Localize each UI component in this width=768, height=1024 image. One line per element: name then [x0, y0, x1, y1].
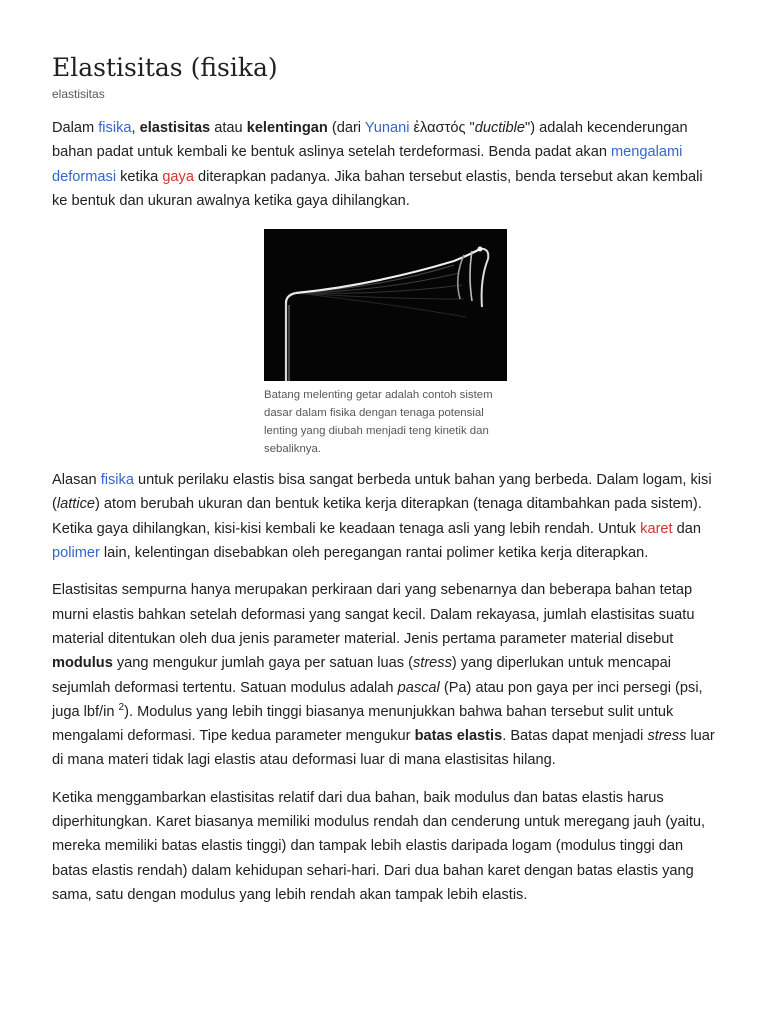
term-batas-elastis: batas elastis	[414, 728, 503, 745]
term-elastisitas: elastisitas	[139, 120, 211, 136]
text-run: (dari	[327, 120, 365, 136]
text-run: Dalam	[52, 120, 99, 136]
text-run: luar di mana materi tidak lagi elastis atau deformasi luar di mana elastisitas hilang.	[52, 728, 715, 769]
link-gaya[interactable]: gaya	[162, 168, 194, 185]
text-run: ) yang diperlukan untuk mencapai sejumlah deformasi tertentu. Satuan modulus adalah	[52, 655, 671, 696]
link-fisika-2[interactable]: fisika	[100, 472, 134, 489]
figure	[264, 229, 507, 458]
text-run: diterapkan padanya. Jika bahan tersebut elastis, benda tersebut akan kembali ke bentuk dan ukuran awalnya ketika gaya dihilangkan.	[52, 168, 703, 209]
text-run: ketika	[116, 168, 163, 185]
term-pascal: pascal	[397, 679, 440, 696]
text-run: ) atom berubah ukuran dan bentuk ketika kerja diterapkan (tenaga ditambahkan pada sistem). Ketika gaya dihilangkan, kisi-kisi kembali ke keadaan tenaga asli yang lebih rendah. Untuk	[52, 496, 702, 537]
text-run: ,	[131, 120, 140, 136]
paragraph-intro	[52, 116, 720, 213]
text-run: ). Modulus yang lebih tinggi biasanya menunjukkan bahwa bahan tersebut sulit untuk mengalami deformasi. Tipe kedua parameter mengukur	[52, 703, 674, 745]
text-run: dan	[672, 520, 702, 537]
page-title: Elastisitas (fisika)	[52, 53, 278, 82]
article	[52, 52, 720, 907]
text-run: atau	[210, 120, 247, 136]
link-fisika[interactable]: fisika	[98, 120, 132, 136]
vibrating-rod-image[interactable]	[264, 229, 507, 381]
paragraph-sempurna	[52, 578, 720, 772]
term-lattice: lattice	[56, 496, 95, 513]
text-run: yang mengukur jumlah gaya per satuan luas (	[112, 655, 413, 672]
term-modulus: modulus	[52, 655, 113, 672]
text-run: (Pa) atau pon gaya per inci persegi (psi, juga lbf/in	[52, 679, 703, 720]
text-run: Elastisitas sempurna hanya merupakan perkiraan dari yang sebenarnya dan beberapa bahan tetap murni elastis bahkan setelah deformasi yang sangat kecil. Dalam rekayasa, jumlah elastisitas suatu material ditentukan oleh dua jenis parameter material. Jenis pertama parameter material disebut	[52, 582, 695, 647]
superscript: 2	[118, 702, 125, 713]
term-ductible: ductible	[474, 120, 526, 136]
text-run: ἐλαστός "	[409, 120, 475, 136]
term-kelentingan: kelentingan	[246, 120, 328, 136]
figure-caption: Batang melenting getar adalah contoh sistem dasar dalam fisika dengan tenaga potensial lenting yang diubah menjadi teng kinetik dan sebaliknya.	[264, 389, 493, 456]
term-stress-2: stress	[647, 728, 687, 745]
paragraph-alasan	[52, 468, 720, 565]
text-run: Alasan	[52, 472, 101, 489]
text-run: untuk perilaku elastis bisa sangat berbeda untuk bahan yang berbeda. Dalam logam, kisi (	[52, 472, 712, 513]
link-karet[interactable]: karet	[640, 520, 673, 537]
text-run: . Batas dapat menjadi	[502, 728, 648, 745]
text-run: ") adalah kecenderungan bahan padat untuk kembali ke bentuk aslinya setelah terdeformasi. Benda padat akan	[52, 120, 688, 161]
link-polimer[interactable]: polimer	[52, 545, 100, 562]
link-mengalami-deformasi[interactable]: mengalami deformasi	[52, 144, 683, 185]
link-yunani[interactable]: Yunani	[364, 120, 410, 136]
text-run: lain, kelentingan disebabkan oleh peregangan rantai polimer ketika kerja diterapkan.	[99, 545, 649, 562]
term-stress: stress	[412, 655, 452, 672]
page-subtitle: elastisitas	[52, 87, 105, 101]
paragraph-menggambarkan: Ketika menggambarkan elastisitas relatif dari dua bahan, baik modulus dan batas elastis harus diperhitungkan. Karet biasanya memiliki modulus rendah dan cenderung untuk meregang jauh (yaitu, mereka memiliki batas elastis tinggi) dan tampak lebih elastis daripada logam (modulus tinggi dan batas elastis rendah) dalam kehidupan sehari-hari. Dari dua bahan karet dengan batas elastis yang sama, satu dengan modulus yang lebih rendah akan tampak lebih elastis.	[52, 789, 706, 903]
